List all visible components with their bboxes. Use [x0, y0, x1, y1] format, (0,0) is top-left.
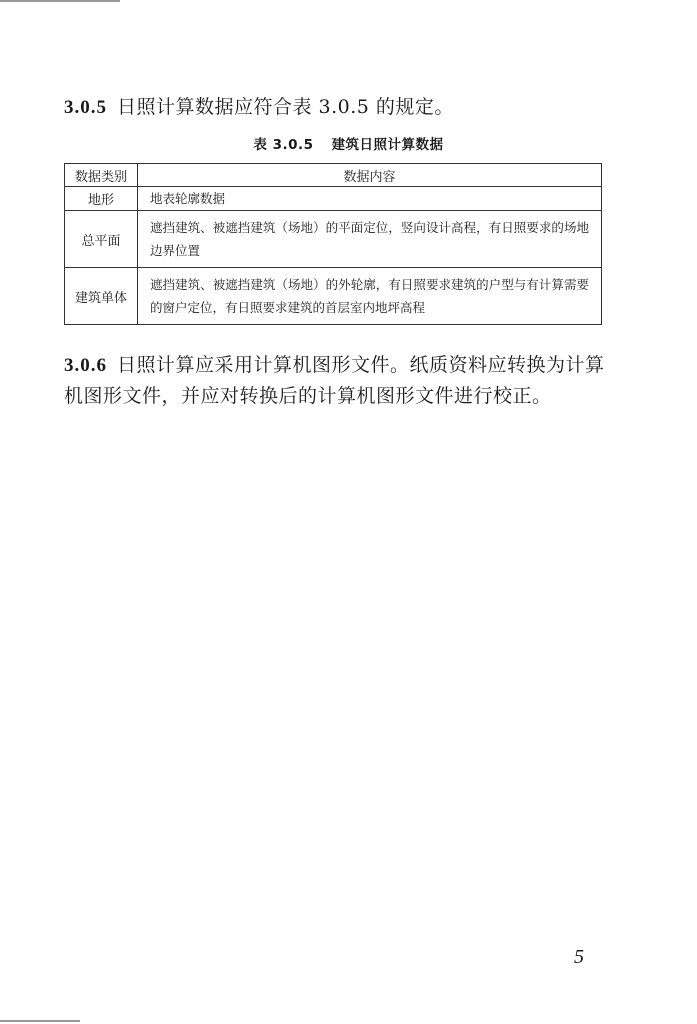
table-row	[65, 187, 602, 211]
page-number: 5	[574, 946, 584, 968]
scan-mark	[0, 1020, 80, 1022]
table-row	[65, 211, 602, 268]
row-category: 地形	[65, 187, 138, 211]
row-category: 建筑单体	[65, 268, 138, 325]
clause-3-0-6	[64, 350, 616, 411]
row-content: 遮挡建筑、被遮挡建筑（场地）的平面定位，竖向设计高程，有日照要求的场地边界位置	[138, 211, 602, 268]
clause-number: 3.0.6	[64, 355, 107, 376]
header-category: 数据类别	[65, 164, 138, 187]
sunlight-data-table	[64, 163, 602, 325]
table-row	[65, 268, 602, 325]
clause-number: 3.0.5	[64, 97, 107, 118]
scan-mark	[0, 0, 120, 2]
clause-text: 日照计算数据应符合表 3.0.5 的规定。	[117, 96, 454, 118]
table-caption	[0, 133, 697, 153]
table-caption-title: 建筑日照计算数据	[331, 137, 444, 153]
row-content: 遮挡建筑、被遮挡建筑（场地）的外轮廓，有日照要求建筑的户型与有计算需要的窗户定位，有日照要求建筑的首层室内地坪高程	[138, 268, 602, 325]
clause-3-0-5	[64, 92, 616, 123]
row-content: 地表轮廓数据	[138, 187, 602, 211]
row-category: 总平面	[65, 211, 138, 268]
header-content: 数据内容	[138, 164, 602, 187]
table-caption-number: 表 3.0.5	[253, 137, 314, 153]
table-header-row	[65, 164, 602, 187]
clause-text: 日照计算应采用计算机图形文件。纸质资料应转换为计算机图形文件，并应对转换后的计算机图形文件进行校正。	[64, 354, 605, 407]
